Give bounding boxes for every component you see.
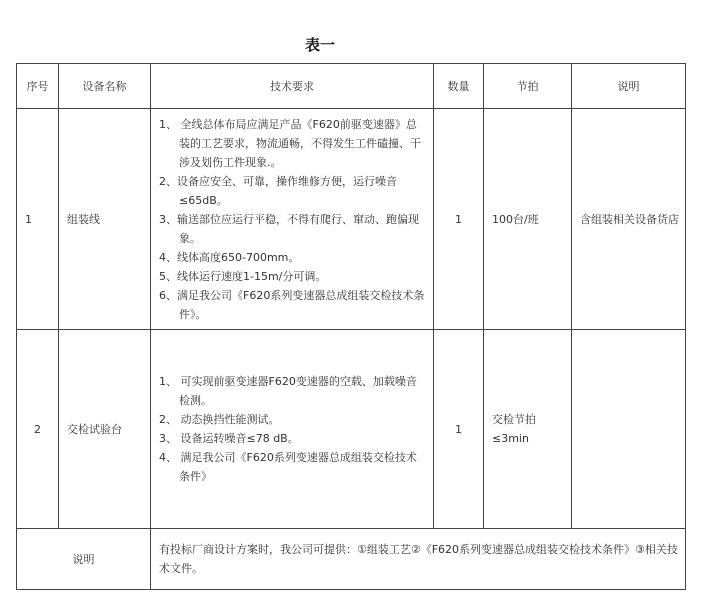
- note-text: 有投标厂商设计方案时，我公司可提供：①组装工艺②《F620系列变速器总成组装交检技术条件》③相关技术文件。: [151, 529, 686, 590]
- row-qty: 1: [434, 109, 484, 330]
- row-requirements: [151, 109, 434, 330]
- row-takt: 交检节拍≤3min: [484, 330, 572, 529]
- requirement-item: 2、 动态换挡性能测试。: [159, 413, 280, 426]
- requirements-list: [151, 372, 433, 486]
- header-takt: 节拍: [484, 64, 572, 109]
- requirement-item: 3、输送部位应运行平稳，不得有爬行、窜动、跑偏现象。: [159, 212, 419, 245]
- note-row: [17, 529, 686, 590]
- header-name: 设备名称: [59, 64, 151, 109]
- requirements-list: [151, 115, 433, 324]
- header-no: 序号: [17, 64, 59, 109]
- header-remark: 说明: [572, 64, 686, 109]
- requirement-item: 4、线体高度650-700mm。: [159, 250, 300, 264]
- row-no: 2: [17, 330, 59, 529]
- table-title: 表一: [304, 36, 335, 54]
- requirement-item: 1、 全线总体布局应满足产品《F620前驱变速器》总装的工艺要求，物流通畅，不得发生工件磕撞、干涉及划伤工件现象.。: [159, 117, 421, 169]
- table-row: [17, 109, 686, 330]
- requirement-item: 6、满足我公司《F620系列变速器总成组装交检技术条件》。: [159, 288, 425, 321]
- header-requirements: 技术要求: [151, 64, 434, 109]
- requirement-item: 3、 设备运转噪音≤78 dB。: [159, 432, 299, 445]
- header-row: [17, 64, 686, 109]
- requirement-item: 4、 满足我公司《F620系列变速器总成组装交检技术条件》: [159, 451, 417, 483]
- requirement-item: 5、线体运行速度1-15m/分可调。: [159, 269, 327, 283]
- requirement-item: 2、设备应安全、可靠，操作维修方便，运行噪音≤65dB。: [159, 174, 397, 207]
- row-name: 组装线: [59, 109, 151, 330]
- spec-table: [16, 63, 686, 590]
- row-name: 交检试验台: [59, 330, 151, 529]
- row-remark: [572, 330, 686, 529]
- row-no: 1: [17, 109, 59, 330]
- note-label: 说明: [17, 529, 151, 590]
- table-row: [17, 330, 686, 529]
- row-requirements: [151, 330, 434, 529]
- row-qty: 1: [434, 330, 484, 529]
- row-takt: 100台/班: [484, 109, 572, 330]
- requirement-item: 1、 可实现前驱变速器F620变速器的空载、加载噪音检测。: [159, 375, 417, 407]
- header-qty: 数量: [434, 64, 484, 109]
- row-remark: 含组装相关设备货店: [572, 109, 686, 330]
